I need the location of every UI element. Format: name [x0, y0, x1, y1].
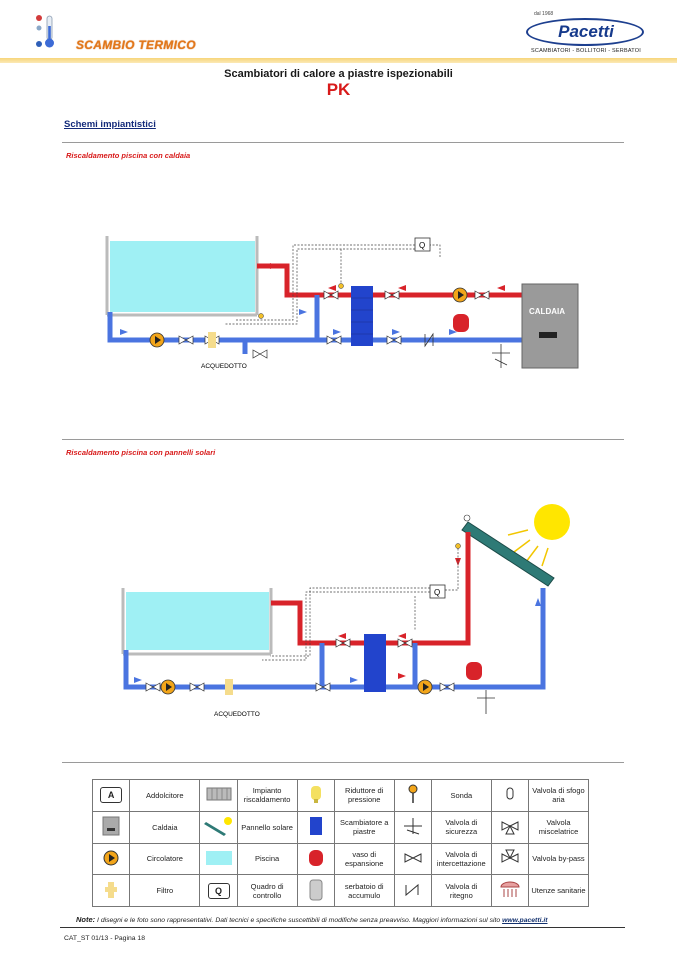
- logo-subtitle: SCAMBIATORI - BOLLITORI - SERBATOI: [531, 48, 641, 54]
- filter-icon: [93, 875, 130, 907]
- legend-label: Circolatore: [130, 843, 200, 875]
- circulator-icon: [150, 333, 164, 347]
- website-link[interactable]: www.pacetti.it: [502, 917, 548, 924]
- controller-label: Q: [419, 241, 426, 250]
- pressure-reducer-icon: [297, 780, 334, 812]
- scheme-title-solar: Riscaldamento piscina con pannelli solari: [66, 448, 216, 457]
- section-divider: [62, 142, 624, 143]
- legend-row: [93, 875, 589, 907]
- bypass-valve-icon: [491, 843, 528, 875]
- legend-label: Valvola di ritegno: [431, 875, 491, 907]
- circulator-icon: [93, 843, 130, 875]
- mixing-valve-icon: [491, 811, 528, 843]
- pool-icon: [110, 241, 255, 312]
- logo-name: Pacetti: [558, 22, 614, 41]
- safety-valve-icon: [394, 811, 431, 843]
- footer-divider: [60, 927, 625, 928]
- legend-label: Addolcitore: [130, 780, 200, 812]
- section-subheading: Schemi impiantistici: [64, 119, 156, 130]
- legend-label: Valvola di sicurezza: [431, 811, 491, 843]
- control-panel-glyph: Q: [208, 883, 230, 899]
- logo-since: dal 1968: [534, 11, 554, 17]
- legend-label: Valvola by-pass: [528, 843, 588, 875]
- sanitary-outlets-icon: [491, 875, 528, 907]
- legend-label: Riduttore di pressione: [334, 780, 394, 812]
- softener-icon: [93, 780, 130, 812]
- legend-label: Pannello solare: [237, 811, 297, 843]
- water-supply-label: ACQUEDOTTO: [214, 711, 260, 718]
- softener-glyph: A: [100, 787, 122, 803]
- legend-row: [93, 811, 589, 843]
- expansion-vessel-icon: [453, 314, 469, 332]
- section-divider: [62, 439, 624, 440]
- boiler-pool-diagram: [95, 228, 595, 380]
- legend-label: Impianto riscaldamento: [237, 780, 297, 812]
- model-name: PK: [326, 80, 351, 99]
- pool-icon: [200, 843, 237, 875]
- note-label: Note:: [76, 915, 96, 924]
- legend-row: [93, 843, 589, 875]
- symbol-legend: [92, 779, 589, 907]
- legend-label: Sonda: [431, 780, 491, 812]
- footer-note: [76, 915, 636, 924]
- section-tag: SCAMBIO TERMICO: [76, 38, 196, 52]
- expansion-vessel-icon: [297, 843, 334, 875]
- solar-panel-icon: [200, 811, 237, 843]
- plate-exchanger-icon: [297, 811, 334, 843]
- section-divider: [62, 762, 624, 763]
- plate-exchanger-icon: [351, 286, 373, 346]
- circulator-icon: [453, 288, 467, 302]
- air-vent-valve-icon: [491, 780, 528, 812]
- header-divider: [0, 58, 677, 63]
- legend-label: Scambiatore a piastre: [334, 811, 394, 843]
- boiler-label: CALDAIA: [529, 307, 565, 316]
- legend-label: Valvola miscelatrice: [528, 811, 588, 843]
- legend-label: vaso di espansione: [334, 843, 394, 875]
- legend-label: Valvola di intercettazione: [431, 843, 491, 875]
- control-panel-icon: [200, 875, 237, 907]
- legend-label: Filtro: [130, 875, 200, 907]
- heating-system-icon: [200, 780, 237, 812]
- shutoff-valve-icon: [394, 843, 431, 875]
- probe-icon: [394, 780, 431, 812]
- legend-label: Caldaia: [130, 811, 200, 843]
- boiler-icon: [93, 811, 130, 843]
- page-header: [0, 0, 677, 62]
- controller-label: Q: [434, 588, 441, 597]
- solar-pool-diagram: [110, 500, 590, 720]
- circulator-icon: [161, 680, 175, 694]
- legend-label: Valvola di sfogo aria: [528, 780, 588, 812]
- water-supply-label: ACQUEDOTTO: [201, 363, 247, 370]
- thermometer-icon: [34, 14, 60, 50]
- company-logo: [524, 11, 648, 57]
- legend-body: [93, 780, 589, 907]
- circulator-icon: [418, 680, 432, 694]
- check-valve-icon: [394, 875, 431, 907]
- page-number: CAT_ST 01/13 - Pagina 18: [64, 935, 145, 942]
- scheme-title-boiler: Riscaldamento piscina con caldaia: [66, 151, 191, 160]
- legend-row: [93, 780, 589, 812]
- legend-label: Piscina: [237, 843, 297, 875]
- storage-tank-icon: [297, 875, 334, 907]
- note-text: I disegni e le foto sono rappresentativi. Dati tecnici e specifiche suscettibili di modifiche senza preavviso. Maggiori informazioni sul sito: [95, 917, 503, 924]
- legend-label: Utenze sanitarie: [528, 875, 588, 907]
- document-title: Scambiatori di calore a piastre ispezionabili: [224, 68, 453, 80]
- legend-label: Quadro di controllo: [237, 875, 297, 907]
- legend-label: serbatoio di accumulo: [334, 875, 394, 907]
- boiler-icon: [522, 284, 578, 368]
- filter-icon: [208, 332, 216, 348]
